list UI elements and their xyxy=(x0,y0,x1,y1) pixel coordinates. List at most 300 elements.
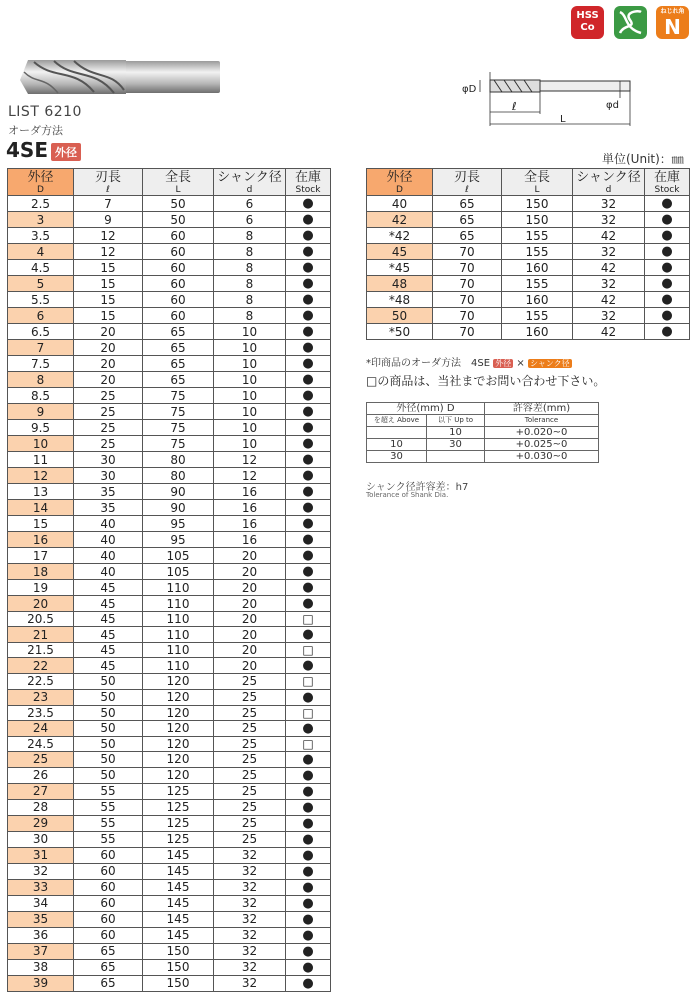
cell-stock xyxy=(645,196,690,212)
cell-shank-diameter: 42 xyxy=(573,228,645,244)
table-row xyxy=(8,705,331,720)
table-row xyxy=(8,404,331,420)
cell-shank-diameter: 32 xyxy=(214,847,286,863)
inquiry-mark: □ xyxy=(302,674,314,689)
in-stock-mark: ● xyxy=(302,516,314,531)
in-stock-mark: ● xyxy=(302,436,314,451)
col-header-shank-diameter xyxy=(573,169,645,196)
cell-stock xyxy=(286,895,331,911)
tolerance-table xyxy=(366,402,599,463)
in-stock-mark: ● xyxy=(661,324,673,339)
cell-overall-length: 120 xyxy=(143,751,214,767)
table-row xyxy=(8,292,331,308)
cell-shank-diameter: 32 xyxy=(214,975,286,991)
cell-outer-diameter: 32 xyxy=(8,863,74,879)
in-stock-mark: ● xyxy=(661,276,673,291)
dim-label-D: φD xyxy=(462,84,477,95)
cell-outer-diameter: 24.5 xyxy=(8,736,74,751)
table-row xyxy=(367,228,690,244)
cell-stock xyxy=(286,689,331,705)
cell-outer-diameter: 20 xyxy=(8,596,74,612)
in-stock-mark: ● xyxy=(302,879,314,895)
table-row xyxy=(8,627,331,643)
cell-stock xyxy=(286,831,331,847)
cell-flute-length: 9 xyxy=(74,212,143,228)
cell-outer-diameter: 34 xyxy=(8,895,74,911)
cell-shank-diameter: 25 xyxy=(214,831,286,847)
cell-outer-diameter: 50 xyxy=(367,308,433,324)
table-row xyxy=(8,244,331,260)
in-stock-mark: ● xyxy=(661,308,673,323)
cell-shank-diameter: 16 xyxy=(214,516,286,532)
col-header-sublabel: D xyxy=(37,185,44,195)
table-row xyxy=(8,736,331,751)
cell-overall-length: 120 xyxy=(143,767,214,783)
shank-tolerance-note: シャンク径許容差：h7 xyxy=(366,482,469,493)
inquiry-box-symbol: □ xyxy=(366,374,378,388)
cell-shank-diameter: 8 xyxy=(214,308,286,324)
inquiry-mark: □ xyxy=(302,612,314,627)
cell-flute-length: 12 xyxy=(74,228,143,244)
cell-flute-length: 65 xyxy=(74,943,143,959)
cell-overall-length: 110 xyxy=(143,612,214,627)
cell-flute-length: 50 xyxy=(74,689,143,705)
in-stock-mark: ● xyxy=(302,627,314,643)
cell-outer-diameter: 29 xyxy=(8,815,74,831)
cell-outer-diameter: 40 xyxy=(367,196,433,212)
cell-shank-diameter: 20 xyxy=(214,548,286,564)
table-row xyxy=(8,468,331,484)
cell-flute-length: 7 xyxy=(74,196,143,212)
table-row xyxy=(8,212,331,228)
tol-upto: 10 xyxy=(427,427,485,439)
cell-overall-length: 145 xyxy=(143,927,214,943)
cell-stock xyxy=(286,736,331,751)
cell-outer-diameter: 42 xyxy=(367,212,433,228)
cell-stock xyxy=(286,356,331,372)
cell-overall-length: 65 xyxy=(143,324,214,340)
cell-outer-diameter: 4 xyxy=(8,244,74,260)
cell-stock xyxy=(286,388,331,404)
col-header-sublabel: D xyxy=(396,185,403,195)
cell-stock xyxy=(286,975,331,991)
cell-flute-length: 25 xyxy=(74,404,143,420)
cell-shank-diameter: 25 xyxy=(214,783,286,799)
col-header-sublabel: L xyxy=(175,185,181,195)
cell-overall-length: 120 xyxy=(143,736,214,751)
cell-outer-diameter: 37 xyxy=(8,943,74,959)
cell-flute-length: 40 xyxy=(74,564,143,580)
in-stock-mark: ● xyxy=(661,228,673,243)
in-stock-mark: ● xyxy=(302,767,314,783)
cell-outer-diameter: 33 xyxy=(8,879,74,895)
cell-flute-length: 35 xyxy=(74,484,143,500)
cell-outer-diameter: 25 xyxy=(8,751,74,767)
cell-outer-diameter: 18 xyxy=(8,564,74,580)
cell-flute-length: 45 xyxy=(74,596,143,612)
tol-value: +0.030~0 xyxy=(485,451,599,463)
table-row xyxy=(8,372,331,388)
cell-shank-diameter: 6 xyxy=(214,196,286,212)
in-stock-mark: ● xyxy=(302,815,314,831)
cell-shank-diameter: 32 xyxy=(214,927,286,943)
in-stock-mark: ● xyxy=(302,196,314,211)
cell-overall-length: 160 xyxy=(502,292,573,308)
cell-flute-length: 40 xyxy=(74,516,143,532)
cell-overall-length: 75 xyxy=(143,436,214,452)
table-row xyxy=(8,658,331,674)
table-row xyxy=(8,927,331,943)
in-stock-mark: ● xyxy=(661,260,673,275)
tol-header-upto: 以下 Up to xyxy=(427,415,485,427)
table-row xyxy=(367,260,690,276)
cell-shank-diameter: 25 xyxy=(214,767,286,783)
in-stock-mark: ● xyxy=(302,975,314,991)
cell-outer-diameter: 21 xyxy=(8,627,74,643)
cell-stock xyxy=(286,404,331,420)
cell-flute-length: 15 xyxy=(74,276,143,292)
table-row xyxy=(8,532,331,548)
cell-shank-diameter: 10 xyxy=(214,324,286,340)
cell-shank-diameter: 32 xyxy=(573,244,645,260)
cell-flute-length: 50 xyxy=(74,674,143,689)
cell-overall-length: 60 xyxy=(143,308,214,324)
cell-outer-diameter: 45 xyxy=(367,244,433,260)
cell-shank-diameter: 25 xyxy=(214,705,286,720)
cell-shank-diameter: 8 xyxy=(214,260,286,276)
helix-angle-caption: ねじれ角 xyxy=(660,8,685,15)
cell-stock xyxy=(286,815,331,831)
table-row xyxy=(367,439,599,451)
cell-stock xyxy=(286,643,331,658)
cell-outer-diameter: 3.5 xyxy=(8,228,74,244)
tol-header-tolerance: 許容差(mm) xyxy=(485,403,599,415)
in-stock-mark: ● xyxy=(302,356,314,371)
in-stock-mark: ● xyxy=(302,943,314,959)
cell-stock xyxy=(286,324,331,340)
order-times: × xyxy=(516,358,525,369)
cell-flute-length: 60 xyxy=(74,895,143,911)
cell-outer-diameter: 21.5 xyxy=(8,643,74,658)
cell-flute-length: 55 xyxy=(74,783,143,799)
in-stock-mark: ● xyxy=(302,292,314,307)
inquiry-mark: □ xyxy=(302,705,314,720)
dim-label-d: φd xyxy=(606,100,619,111)
table-row xyxy=(8,799,331,815)
col-header-sublabel: d xyxy=(605,185,612,195)
cell-overall-length: 145 xyxy=(143,847,214,863)
table-row xyxy=(8,260,331,276)
cell-stock xyxy=(286,196,331,212)
cell-overall-length: 95 xyxy=(143,532,214,548)
cell-stock xyxy=(286,863,331,879)
cell-shank-diameter: 32 xyxy=(573,308,645,324)
table-row xyxy=(8,767,331,783)
cell-stock xyxy=(286,705,331,720)
order-note xyxy=(366,354,572,369)
cell-outer-diameter: *45 xyxy=(367,260,433,276)
cell-outer-diameter: 39 xyxy=(8,975,74,991)
spec-table-right xyxy=(366,168,690,340)
cell-overall-length: 120 xyxy=(143,705,214,720)
cell-outer-diameter: 10 xyxy=(8,436,74,452)
cell-flute-length: 50 xyxy=(74,736,143,751)
cell-stock xyxy=(286,911,331,927)
tol-header-tolerance-en: Tolerance xyxy=(485,415,599,427)
cell-overall-length: 65 xyxy=(143,356,214,372)
cell-outer-diameter: 13 xyxy=(8,484,74,500)
cell-flute-length: 65 xyxy=(74,975,143,991)
table-row xyxy=(367,212,690,228)
dim-label-L: L xyxy=(560,114,566,125)
cell-outer-diameter: 7.5 xyxy=(8,356,74,372)
in-stock-mark: ● xyxy=(661,244,673,259)
table-row xyxy=(367,451,599,463)
cell-stock xyxy=(286,516,331,532)
cell-shank-diameter: 20 xyxy=(214,658,286,674)
table-row xyxy=(8,580,331,596)
cell-stock xyxy=(286,212,331,228)
cell-outer-diameter: 38 xyxy=(8,959,74,975)
tol-above xyxy=(367,427,427,439)
in-stock-mark: ● xyxy=(302,911,314,927)
cell-stock xyxy=(286,308,331,324)
in-stock-mark: ● xyxy=(302,564,314,579)
in-stock-mark: ● xyxy=(302,324,314,339)
cell-flute-length: 40 xyxy=(74,548,143,564)
cell-flute-length: 60 xyxy=(74,847,143,863)
cell-flute-length: 65 xyxy=(433,196,502,212)
cell-flute-length: 20 xyxy=(74,356,143,372)
cell-overall-length: 95 xyxy=(143,516,214,532)
cell-overall-length: 110 xyxy=(143,580,214,596)
col-header-overall-length xyxy=(143,169,214,196)
cell-overall-length: 120 xyxy=(143,689,214,705)
cell-flute-length: 40 xyxy=(74,532,143,548)
table-row xyxy=(8,516,331,532)
in-stock-mark: ● xyxy=(302,372,314,387)
cell-outer-diameter: 28 xyxy=(8,799,74,815)
table-row xyxy=(8,847,331,863)
cell-flute-length: 70 xyxy=(433,276,502,292)
cell-shank-diameter: 6 xyxy=(214,212,286,228)
cell-shank-diameter: 8 xyxy=(214,244,286,260)
cell-shank-diameter: 20 xyxy=(214,564,286,580)
col-header-stock xyxy=(286,169,331,196)
cell-outer-diameter: 23.5 xyxy=(8,705,74,720)
cell-outer-diameter: 27 xyxy=(8,783,74,799)
cell-stock xyxy=(286,612,331,627)
cell-shank-diameter: 10 xyxy=(214,404,286,420)
cell-flute-length: 50 xyxy=(74,751,143,767)
cell-stock xyxy=(286,436,331,452)
cell-shank-diameter: 32 xyxy=(214,911,286,927)
col-header-flute-length xyxy=(74,169,143,196)
cell-stock xyxy=(645,244,690,260)
cell-shank-diameter: 32 xyxy=(214,879,286,895)
cell-stock xyxy=(645,292,690,308)
in-stock-mark: ● xyxy=(302,863,314,879)
cell-stock xyxy=(286,767,331,783)
in-stock-mark: ● xyxy=(302,500,314,515)
cell-flute-length: 70 xyxy=(433,308,502,324)
cell-flute-length: 15 xyxy=(74,260,143,276)
cell-outer-diameter: 4.5 xyxy=(8,260,74,276)
table-row xyxy=(367,427,599,439)
cell-outer-diameter: 36 xyxy=(8,927,74,943)
table-row xyxy=(8,356,331,372)
inquiry-mark: □ xyxy=(302,736,314,751)
table-row xyxy=(8,452,331,468)
cell-outer-diameter: 12 xyxy=(8,468,74,484)
col-header-sublabel: Stock xyxy=(654,185,680,195)
hss-label: HSS xyxy=(576,10,599,21)
col-header-shank-diameter xyxy=(214,169,286,196)
series-name: 4SE xyxy=(6,138,48,162)
cell-overall-length: 155 xyxy=(502,228,573,244)
cell-flute-length: 65 xyxy=(433,212,502,228)
col-header-label: 全長 xyxy=(164,170,191,185)
cell-flute-length: 50 xyxy=(74,767,143,783)
tol-header-od: 外径(mm) D xyxy=(367,403,485,415)
table-row xyxy=(8,751,331,767)
col-header-label: 在庫 xyxy=(653,170,680,185)
table-row xyxy=(8,720,331,736)
cell-outer-diameter: 26 xyxy=(8,767,74,783)
cell-stock xyxy=(645,260,690,276)
in-stock-mark: ● xyxy=(302,895,314,911)
col-header-label: シャンク径 xyxy=(576,170,641,185)
cell-outer-diameter: 15 xyxy=(8,516,74,532)
cell-stock xyxy=(286,468,331,484)
cell-shank-diameter: 16 xyxy=(214,500,286,516)
col-header-sublabel: d xyxy=(246,185,253,195)
cell-flute-length: 45 xyxy=(74,643,143,658)
in-stock-mark: ● xyxy=(302,580,314,595)
cell-stock xyxy=(286,627,331,643)
cell-shank-diameter: 20 xyxy=(214,627,286,643)
cell-stock xyxy=(286,927,331,943)
tol-value: +0.025~0 xyxy=(485,439,599,451)
inquiry-note xyxy=(366,372,605,389)
cell-shank-diameter: 8 xyxy=(214,228,286,244)
table-row xyxy=(8,831,331,847)
table-row xyxy=(8,228,331,244)
table-row xyxy=(8,564,331,580)
cell-outer-diameter: 8 xyxy=(8,372,74,388)
col-header-overall-length xyxy=(502,169,573,196)
cell-stock xyxy=(286,674,331,689)
table-row xyxy=(8,863,331,879)
table-row xyxy=(8,975,331,991)
col-header-label: 外径 xyxy=(386,170,413,185)
cell-shank-diameter: 25 xyxy=(214,751,286,767)
cell-outer-diameter: 19 xyxy=(8,580,74,596)
cell-flute-length: 70 xyxy=(433,244,502,260)
in-stock-mark: ● xyxy=(302,420,314,435)
cell-shank-diameter: 25 xyxy=(214,720,286,736)
cell-outer-diameter: 6.5 xyxy=(8,324,74,340)
cell-overall-length: 60 xyxy=(143,276,214,292)
cell-overall-length: 110 xyxy=(143,643,214,658)
cell-stock xyxy=(286,228,331,244)
cell-overall-length: 155 xyxy=(502,244,573,260)
cell-shank-diameter: 10 xyxy=(214,372,286,388)
table-row xyxy=(8,500,331,516)
table-row xyxy=(8,484,331,500)
cell-flute-length: 70 xyxy=(433,292,502,308)
tol-upto: 30 xyxy=(427,439,485,451)
cell-shank-diameter: 25 xyxy=(214,815,286,831)
cell-overall-length: 155 xyxy=(502,308,573,324)
cell-outer-diameter: *42 xyxy=(367,228,433,244)
cell-stock xyxy=(286,276,331,292)
cell-overall-length: 125 xyxy=(143,799,214,815)
table-header xyxy=(367,169,690,196)
cell-outer-diameter: 11 xyxy=(8,452,74,468)
cell-stock xyxy=(286,532,331,548)
cell-overall-length: 150 xyxy=(502,212,573,228)
in-stock-mark: ● xyxy=(302,720,314,736)
cell-stock xyxy=(286,484,331,500)
cell-flute-length: 45 xyxy=(74,658,143,674)
col-header-sublabel: Stock xyxy=(295,185,321,195)
list-number: LIST 6210 xyxy=(8,104,82,120)
table-row xyxy=(8,324,331,340)
cell-overall-length: 65 xyxy=(143,340,214,356)
spiral-coating-icon xyxy=(614,6,647,39)
cell-overall-length: 125 xyxy=(143,783,214,799)
cell-shank-diameter: 32 xyxy=(214,863,286,879)
in-stock-mark: ● xyxy=(302,212,314,227)
in-stock-mark: ● xyxy=(302,799,314,815)
table-row xyxy=(8,596,331,612)
table-row xyxy=(8,276,331,292)
cell-stock xyxy=(286,500,331,516)
order-tag-od: 外径 xyxy=(495,359,512,368)
tol-header-above: を超え Above xyxy=(367,415,427,427)
cell-shank-diameter: 32 xyxy=(214,959,286,975)
table-row xyxy=(8,436,331,452)
cell-flute-length: 55 xyxy=(74,831,143,847)
cell-stock xyxy=(286,596,331,612)
cell-stock xyxy=(286,452,331,468)
cell-overall-length: 145 xyxy=(143,879,214,895)
end-mill-photo xyxy=(14,50,224,100)
dim-label-flute-length: ℓ xyxy=(512,100,517,113)
cell-shank-diameter: 16 xyxy=(214,532,286,548)
unit-label: 単位(Unit)：㎜ xyxy=(602,152,684,166)
in-stock-mark: ● xyxy=(302,959,314,975)
in-stock-mark: ● xyxy=(302,340,314,355)
cell-shank-diameter: 42 xyxy=(573,292,645,308)
cell-stock xyxy=(286,959,331,975)
cell-shank-diameter: 12 xyxy=(214,452,286,468)
table-row xyxy=(8,420,331,436)
in-stock-mark: ● xyxy=(302,532,314,547)
table-row xyxy=(8,612,331,627)
cell-flute-length: 25 xyxy=(74,420,143,436)
in-stock-mark: ● xyxy=(302,484,314,499)
table-row xyxy=(8,689,331,705)
cell-shank-diameter: 20 xyxy=(214,580,286,596)
cell-overall-length: 160 xyxy=(502,260,573,276)
cell-overall-length: 120 xyxy=(143,674,214,689)
table-row xyxy=(8,674,331,689)
in-stock-mark: ● xyxy=(302,260,314,275)
table-row xyxy=(8,783,331,799)
cell-overall-length: 150 xyxy=(143,959,214,975)
